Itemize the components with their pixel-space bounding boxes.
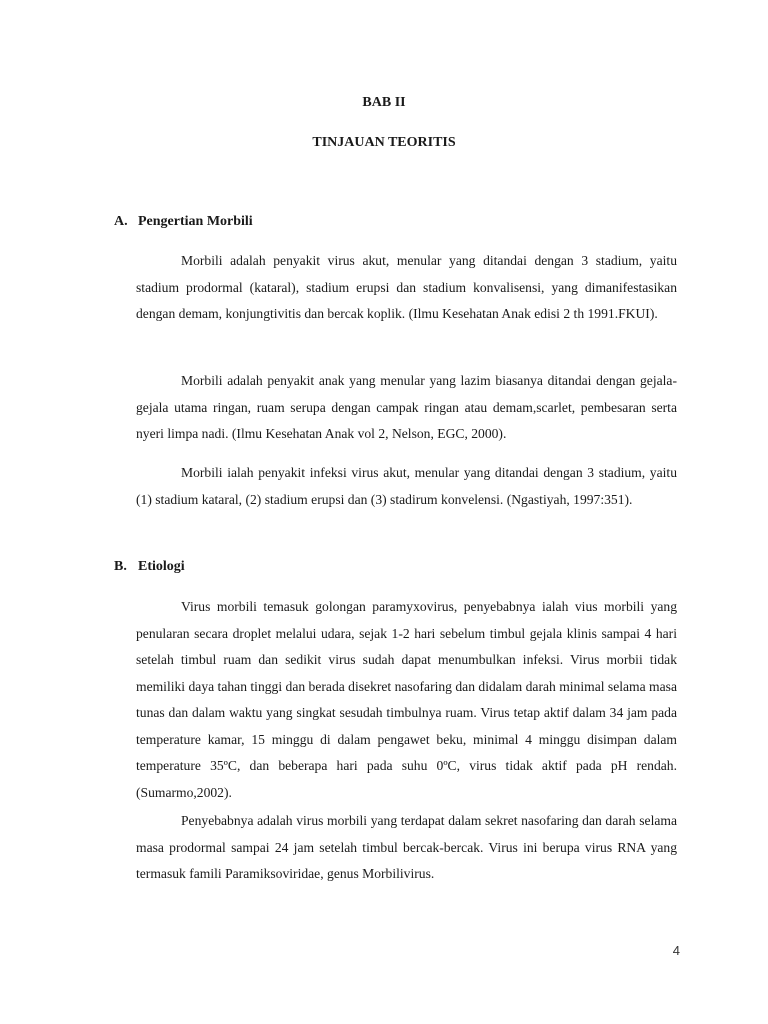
paragraph: Penyebabnya adalah virus morbili yang terdapat dalam sekret nasofaring dan darah selama masa prodormal sampai 24 jam setelah timbul bercak-bercak. Virus ini berupa virus RNA yang termasuk famili Paramiksoviridae, genus Morbilivirus. — [136, 813, 677, 881]
paragraph: Morbili ialah penyakit infeksi virus akut, menular yang ditandai dengan 3 stadium, yaitu (1) stadium kataral, (2) stadium erupsi dan (3) stadirum konvelensi. (Ngastiyah, 1997:351). — [136, 465, 677, 507]
section-heading-b — [114, 558, 674, 576]
section-letter: A. — [114, 214, 128, 229]
section-title: Etiologi — [138, 559, 185, 574]
chapter-title: TINJAUAN TEORITIS — [312, 135, 456, 150]
page-number: 4 — [672, 943, 680, 958]
section-title: Pengertian Morbili — [138, 214, 253, 229]
chapter-number: BAB II — [362, 95, 406, 110]
paragraph: Morbili adalah penyakit virus akut, menular yang ditandai dengan 3 stadium, yaitu stadium prodormal (kataral), stadium erupsi dan stadium konvalisensi, yang dimanifestasikan dengan demam, konjungtivitis dan bercak koplik. (Ilmu Kesehatan Anak edisi 2 th 1991.FKUI). — [136, 253, 677, 321]
paragraph: Virus morbili temasuk golongan paramyxovirus, penyebabnya ialah vius morbili yang penularan secara droplet melalui udara, sejak 1-2 hari sebelum timbul gejala klinis sampai 4 hari setelah timbul ruam dan sedikit virus sudah dapat menumbulkan infeksi. Virus morbii tidak memiliki daya tahan tinggi dan berada disekret nasofaring dan didalam darah minimal selama masa tunas dan dalam waktu yang singkat sesudah timbulnya ruam. Virus tetap aktif dalam 34 jam pada temperature kamar, 15 minggu di dalam pengawet beku, minimal 4 minggu disimpan dalam temperature 35ºC, dan beberapa hari pada suhu 0ºC, virus tidak aktif pada pH rendah. (Sumarmo,2002). — [136, 599, 677, 800]
paragraph: Morbili adalah penyakit anak yang menular yang lazim biasanya ditandai dengan gejala-gejala utama ringan, ruam serupa dengan campak ringan atau demam,scarlet, pembesaran serta nyeri limpa nadi. (Ilmu Kesehatan Anak vol 2, Nelson, EGC, 2000). — [136, 373, 677, 441]
section-letter: B. — [114, 559, 127, 574]
section-heading-a — [114, 213, 674, 231]
